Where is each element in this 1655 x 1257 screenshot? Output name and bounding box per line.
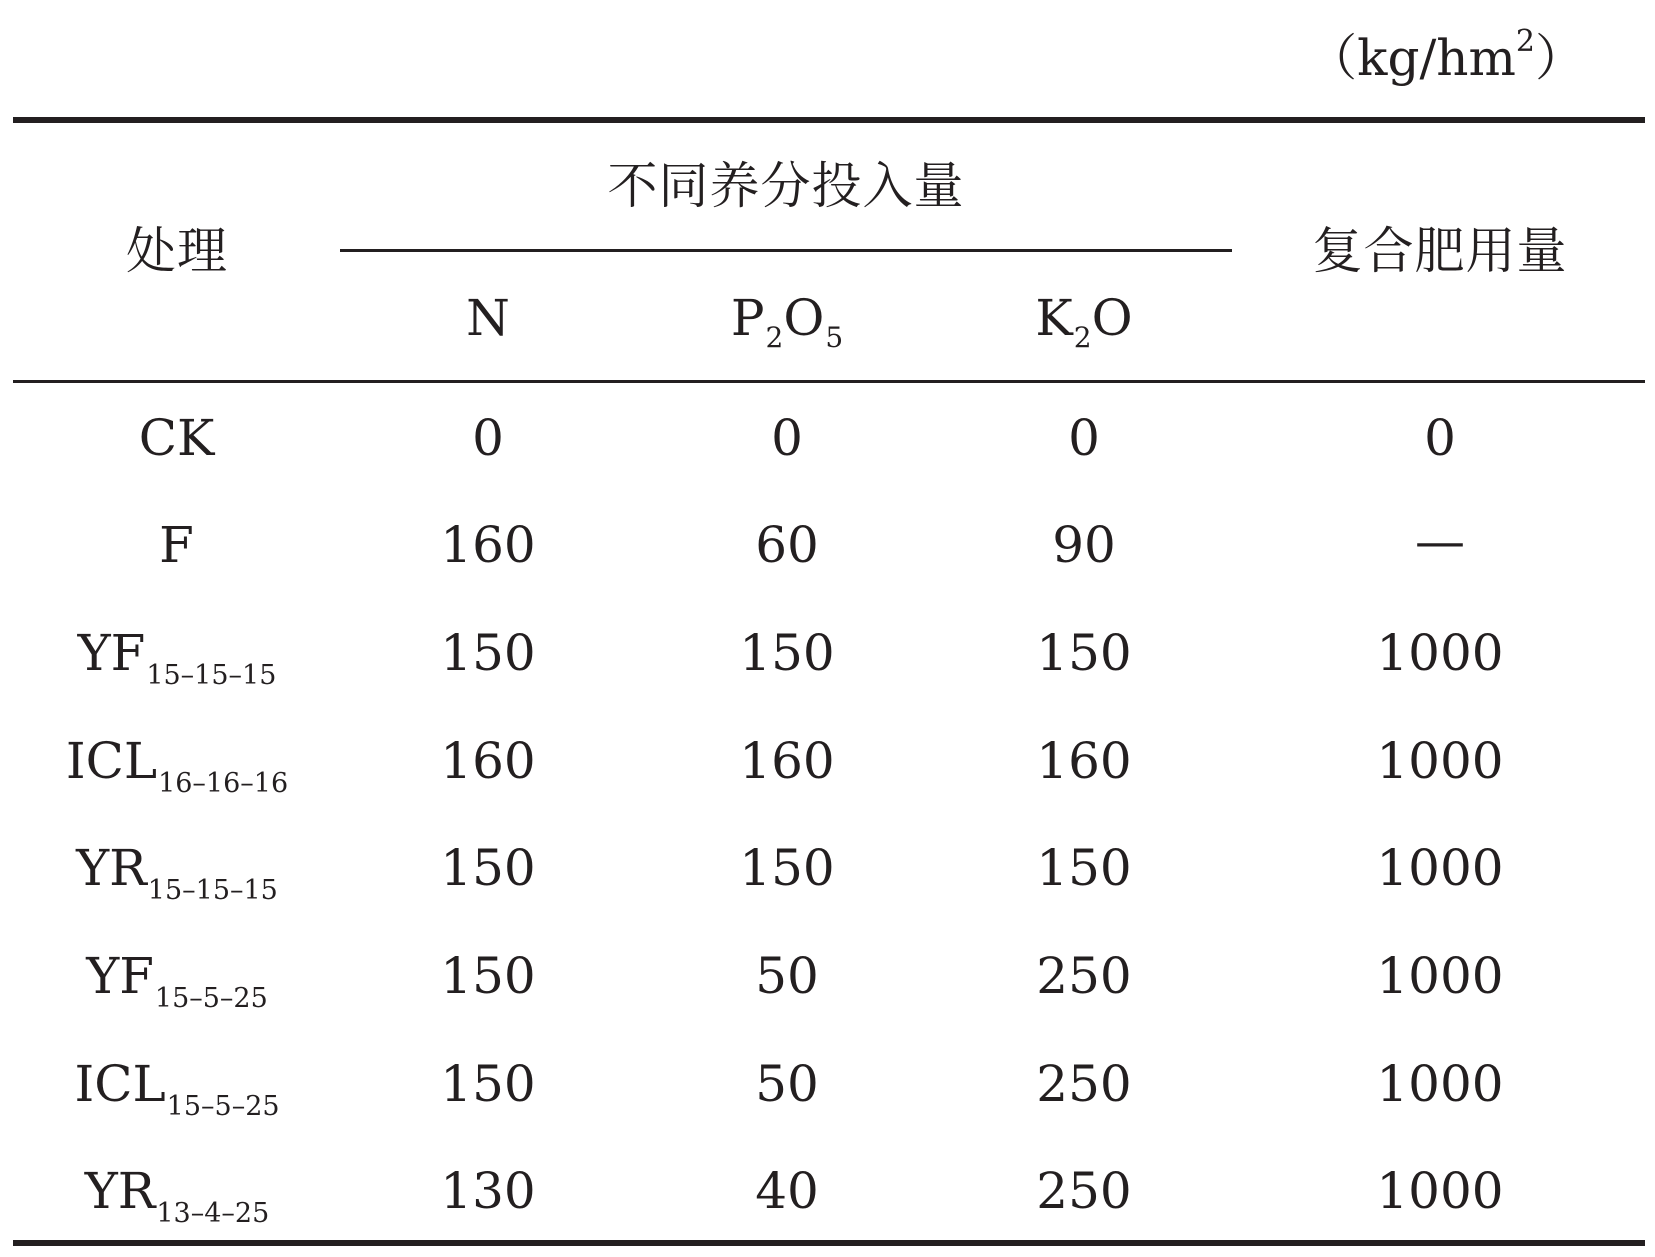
row-treatment: CK bbox=[138, 409, 215, 467]
row-n: 160 bbox=[440, 516, 536, 574]
row-compound: 1000 bbox=[1376, 624, 1504, 682]
unit-superscript: 2 bbox=[1515, 24, 1535, 59]
row-k2o: 90 bbox=[1052, 516, 1116, 574]
row-compound: 1000 bbox=[1376, 1055, 1504, 1113]
row-p2o5: 50 bbox=[755, 1055, 819, 1113]
unit-label bbox=[1307, 22, 1585, 94]
table-header-rule bbox=[13, 380, 1645, 383]
row-n: 130 bbox=[440, 1162, 536, 1220]
row-compound: — bbox=[1415, 512, 1465, 570]
row-k2o: 160 bbox=[1036, 732, 1132, 790]
row-treatment: $YF_{15-15-15}$ bbox=[77, 624, 277, 691]
row-n: 0 bbox=[472, 409, 504, 467]
row-n: 150 bbox=[440, 1055, 536, 1113]
header-span-rule bbox=[340, 249, 1232, 252]
row-treatment: $YF_{15-5-25}$ bbox=[86, 947, 268, 1014]
row-n: 150 bbox=[440, 947, 536, 1005]
row-treatment: $ICL_{15-5-25}$ bbox=[74, 1055, 280, 1122]
row-p2o5: 150 bbox=[739, 624, 835, 682]
row-treatment: F bbox=[159, 516, 194, 574]
row-compound: 1000 bbox=[1376, 839, 1504, 897]
row-p2o5: 0 bbox=[771, 409, 803, 467]
row-k2o: 250 bbox=[1036, 947, 1132, 1005]
row-p2o5: 150 bbox=[739, 839, 835, 897]
row-treatment: $ICL_{16-16-16}$ bbox=[65, 732, 289, 799]
header-nutrient-group: 不同养分投入量 bbox=[607, 157, 965, 215]
row-k2o: 250 bbox=[1036, 1162, 1132, 1220]
row-n: 150 bbox=[440, 839, 536, 897]
row-compound: 0 bbox=[1424, 409, 1456, 467]
row-p2o5: 160 bbox=[739, 732, 835, 790]
header-p2o5: $P_2O_5$ bbox=[730, 289, 844, 354]
row-k2o: 0 bbox=[1068, 409, 1100, 467]
row-k2o: 250 bbox=[1036, 1055, 1132, 1113]
row-treatment: $YR_{13-4-25}$ bbox=[84, 1162, 270, 1229]
header-treatment: 处理 bbox=[126, 222, 228, 280]
row-k2o: 150 bbox=[1036, 839, 1132, 897]
row-k2o: 150 bbox=[1036, 624, 1132, 682]
unit-suffix: ） bbox=[1535, 29, 1585, 87]
row-p2o5: 40 bbox=[755, 1162, 819, 1220]
unit-prefix: （kg/hm bbox=[1307, 29, 1516, 87]
table-top-rule bbox=[13, 117, 1645, 123]
row-n: 150 bbox=[440, 624, 536, 682]
table-bottom-rule bbox=[13, 1240, 1645, 1246]
row-n: 160 bbox=[440, 732, 536, 790]
row-compound: 1000 bbox=[1376, 947, 1504, 1005]
row-p2o5: 60 bbox=[755, 516, 819, 574]
row-treatment: $YR_{15-15-15}$ bbox=[76, 839, 278, 906]
header-n: N bbox=[466, 289, 510, 347]
row-p2o5: 50 bbox=[755, 947, 819, 1005]
header-compound-fertilizer: 复合肥用量 bbox=[1312, 222, 1568, 280]
header-k2o: $K_2O$ bbox=[1035, 289, 1133, 354]
row-compound: 1000 bbox=[1376, 1162, 1504, 1220]
row-compound: 1000 bbox=[1376, 732, 1504, 790]
